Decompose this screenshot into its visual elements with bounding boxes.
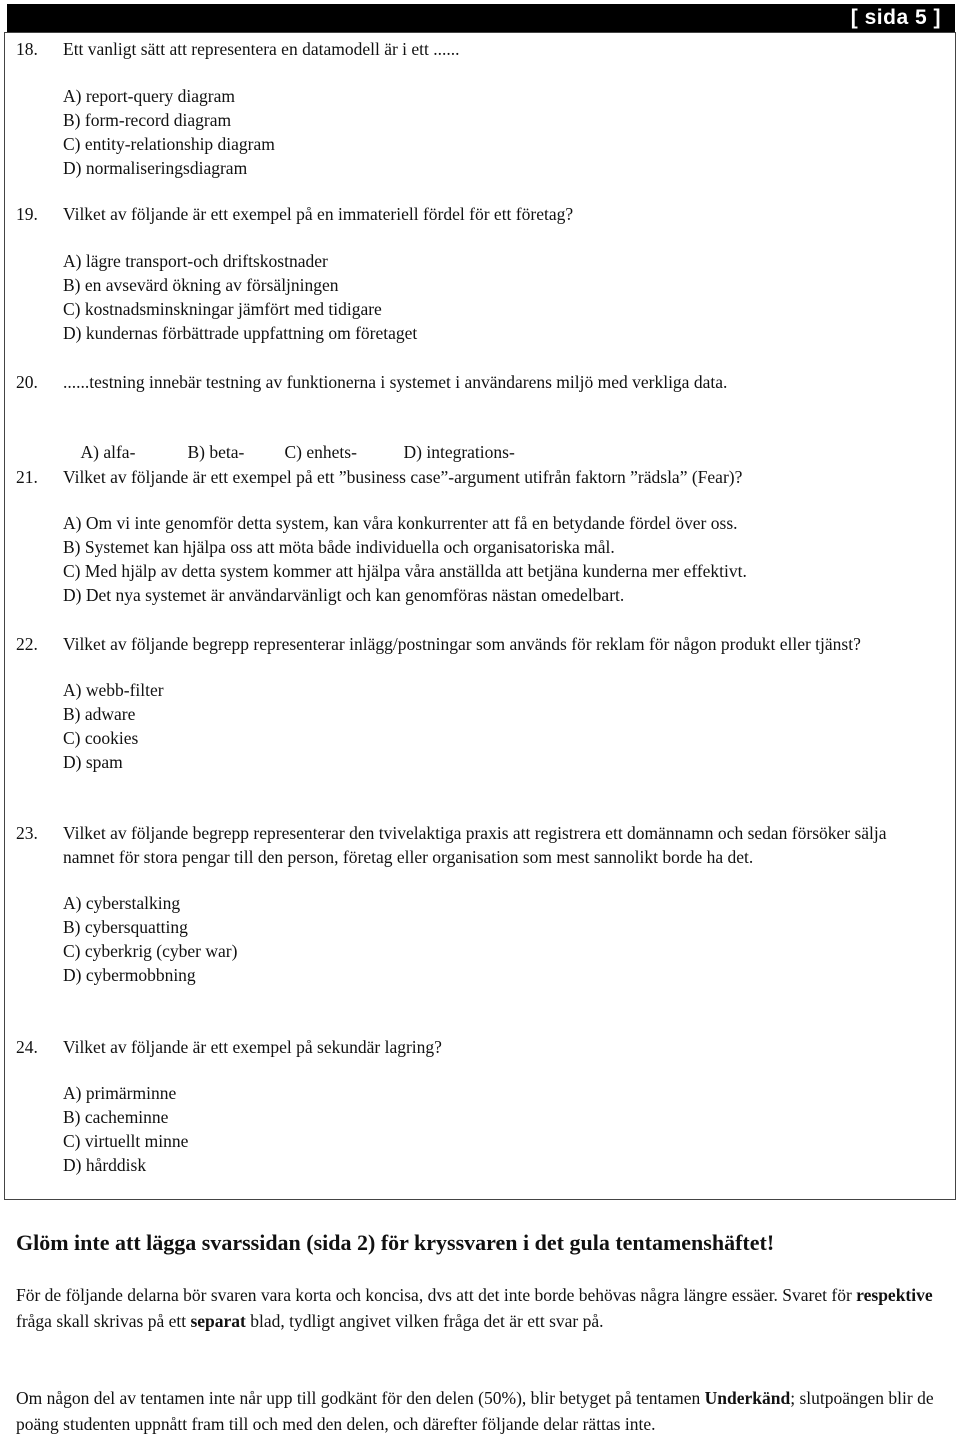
instructions-text: Om någon del av tentamen inte når upp till godkänt för den delen (50%), blir betyget på tentamen: [16, 1388, 705, 1408]
option-b: B) beta-: [187, 442, 245, 462]
option-a: A) alfa-: [80, 442, 136, 462]
option-b: B) form-record diagram: [63, 110, 232, 130]
option-a: A) primärminne: [63, 1083, 177, 1103]
option-d: D) integrations-: [403, 442, 515, 462]
option-a: A) report-query diagram: [63, 86, 236, 106]
option-a: A) lägre transport-och driftskostnader: [63, 251, 328, 271]
question-19: [16, 202, 936, 345]
question-text: Ett vanligt sätt att representera en datamodell är i ett ......: [63, 39, 460, 59]
question-18: [16, 37, 936, 180]
option-d: D) spam: [63, 752, 123, 772]
option-b: B) en avsevärd ökning av försäljningen: [63, 275, 339, 295]
instructions-text: ; slutpoängen blir de poäng studenten uppnått fram till och med den delen, och därefter följande delar rättas inte.: [16, 1388, 934, 1434]
question-text: Vilket av följande är ett exempel på ett ”business case”-argument utifrån faktorn ”rädsla” (Fear)?: [63, 467, 743, 487]
option-c: C) virtuellt minne: [63, 1131, 189, 1151]
question-number: 19.: [16, 204, 38, 224]
question-23: [16, 821, 936, 987]
option-b: B) cybersquatting: [63, 917, 188, 937]
instructions-paragraph-1: [16, 1282, 946, 1334]
instructions-paragraph-2: [16, 1385, 946, 1437]
question-number: 23.: [16, 823, 38, 843]
question-number: 18.: [16, 39, 38, 59]
option-c: C) Med hjälp av detta system kommer att hjälpa våra anställda att betjäna kunderna mer effektivt.: [63, 561, 747, 581]
question-text: Vilket av följande begrepp representerar inlägg/postningar som används för reklam för någon produkt eller tjänst?: [63, 634, 861, 654]
option-c: C) entity-relationship diagram: [63, 134, 275, 154]
instructions-text: fråga skall skrivas på ett: [16, 1311, 191, 1331]
option-d: D) normaliseringsdiagram: [63, 158, 248, 178]
option-a: A) cyberstalking: [63, 893, 181, 913]
question-21: [16, 465, 936, 607]
question-text: Vilket av följande begrepp representerar den tvivelaktiga praxis att registrera ett domännamn och sedan försöker sälja namnet för stora pengar till den person, företag eller organisation som mest sannolikt borde ha det.: [63, 823, 887, 867]
page-header-bar: [7, 4, 955, 32]
option-d: D) Det nya systemet är användarvänligt och kan genomföras nästan omedelbart.: [63, 585, 625, 605]
instructions-text: För de följande delarna bör svaren vara korta och koncisa, dvs att det inte borde behövas några längre essäer. Svaret för: [16, 1285, 857, 1305]
question-number: 22.: [16, 634, 38, 654]
option-a: A) webb-filter: [63, 680, 164, 700]
instructions-emphasis: respektive: [856, 1285, 933, 1305]
option-d: D) kundernas förbättrade uppfattning om företaget: [63, 323, 418, 343]
option-d: D) hårddisk: [63, 1155, 147, 1175]
question-text: Vilket av följande är ett exempel på en immateriell fördel för ett företag?: [63, 204, 574, 224]
question-text: Vilket av följande är ett exempel på sekundär lagring?: [63, 1037, 442, 1057]
question-text: ......testning innebär testning av funktionerna i systemet i användarens miljö med verkliga data.: [63, 372, 728, 392]
question-number: 24.: [16, 1037, 38, 1057]
question-number: 20.: [16, 372, 38, 392]
option-b: B) adware: [63, 704, 136, 724]
option-c: C) cyberkrig (cyber war): [63, 941, 238, 961]
option-a: A) Om vi inte genomför detta system, kan våra konkurrenter att få en betydande fördel över oss.: [63, 513, 738, 533]
page-number-label: [ sida 5 ]: [850, 6, 941, 29]
option-c: C) enhets-: [284, 442, 357, 462]
question-24: [16, 1035, 936, 1177]
question-22: [16, 632, 936, 774]
option-d: D) cybermobbning: [63, 965, 196, 985]
instructions-text: blad, tydligt angivet vilken fråga det är ett svar på.: [245, 1311, 604, 1331]
option-b: B) Systemet kan hjälpa oss att möta både individuella och organisatoriska mål.: [63, 537, 615, 557]
instructions-emphasis: Underkänd: [704, 1388, 791, 1408]
question-number: 21.: [16, 467, 38, 487]
instructions-emphasis: separat: [190, 1311, 246, 1331]
option-c: C) kostnadsminskningar jämfört med tidigare: [63, 299, 382, 319]
option-c: C) cookies: [63, 728, 139, 748]
option-b: B) cacheminne: [63, 1107, 169, 1127]
answer-sheet-reminder: Glöm inte att lägga svarssidan (sida 2) för kryssvaren i det gula tentamenshäftet!: [16, 1230, 775, 1255]
